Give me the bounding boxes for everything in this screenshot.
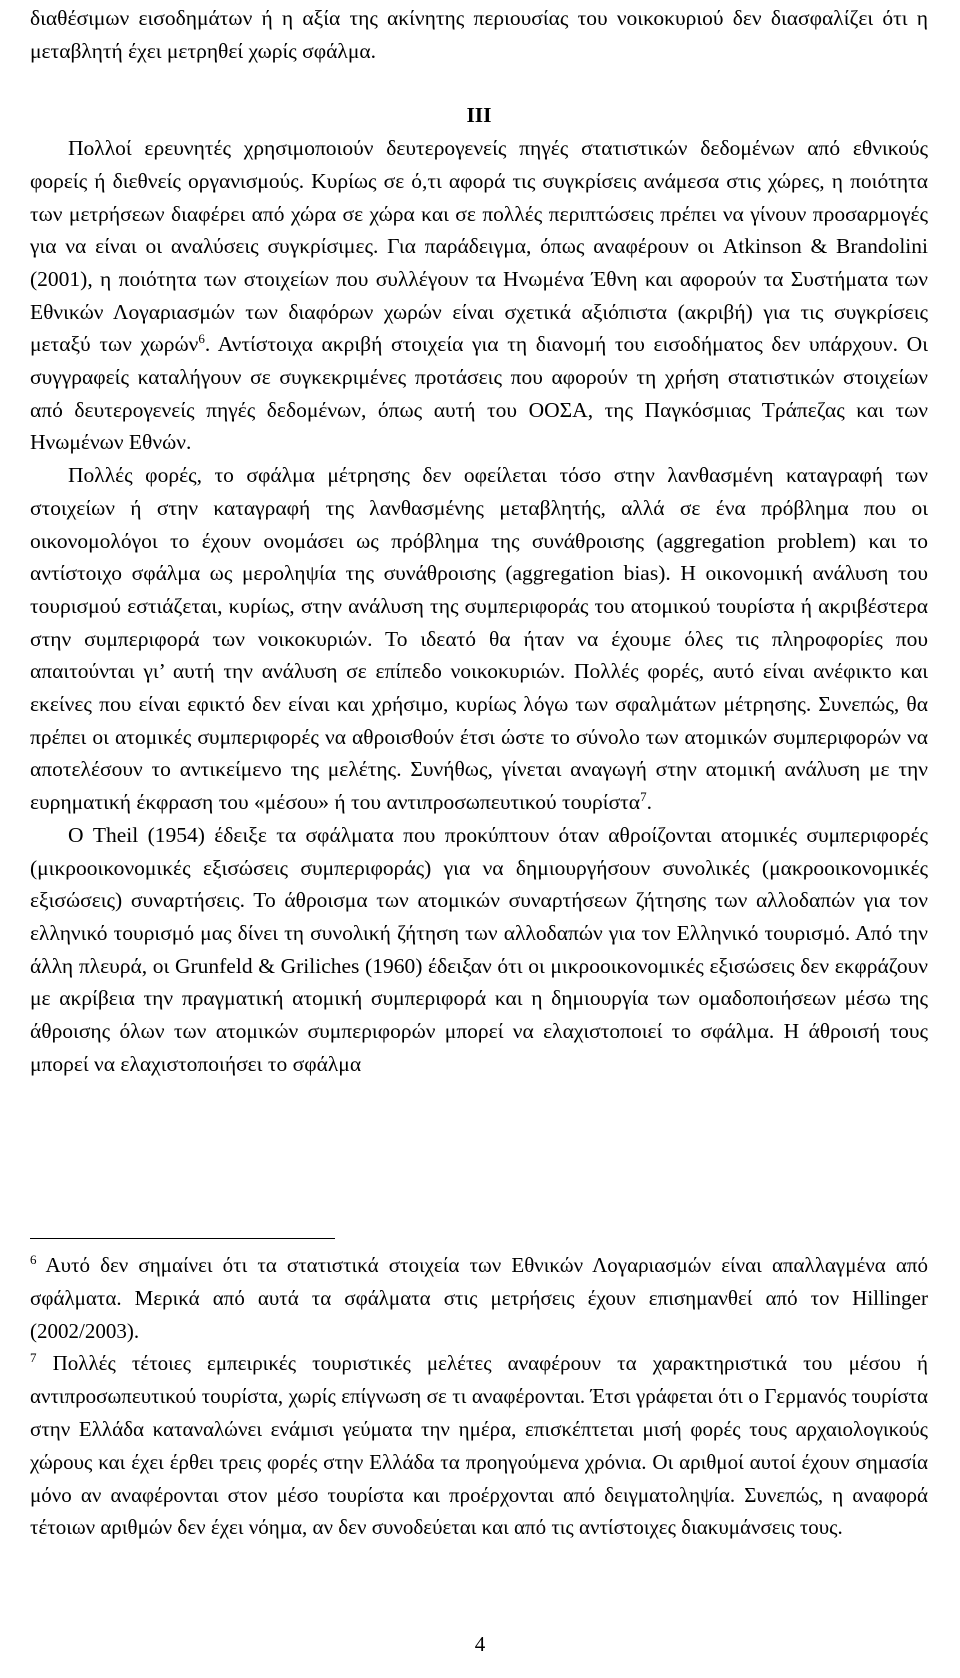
footnote-mark-7: 7 [30, 1350, 37, 1366]
footnote-7-text: Πολλές τέτοιες εμπειρικές τουριστικές μελέτες αναφέρουν τα χαρακτηριστικά του μέσου ή αντιπροσωπευτικού τουρίστα, χωρίς επίγνωση σε τι αναφέρονται. Έτσι γράφεται ότι ο Γερμανός τουρίστα στην Ελλάδα καταναλώνει ενάμισι γεύματα την ημέρα, επισκέπτεται μισή φορές τους αρχαιολογικούς χώρους και έχει έρθει τρεις φορές στην Ελλάδα τα προηγούμενα χρόνια. Οι αριθμοί αυτοί έχουν σημασία μόνο αν αναφέρονται στον μέσο τουρίστα και προέρχονται από δειγματοληψία. Συνεπώς, η αναφορά τέτοιων αριθμών δεν έχει νόημα, αν δεν συνοδεύεται και από τις αντίστοιχες διακυμάνσεις τους. [30, 1351, 928, 1540]
page-number: 4 [474, 1632, 486, 1656]
footnote-ref-6[interactable]: 6 [198, 331, 205, 347]
paragraph-3: Ο Theil (1954) έδειξε τα σφάλματα που προκύπτουν όταν αθροίζονται ατομικές συμπεριφορές (μικροοικονομικές εξισώσεις συμπεριφοράς) για να δημιουργήσουν συνολικές (μακροοικονομικές εξισώσεις) συναρτήσεις. Το άθροισμα των ατομικών συναρτήσεων ζήτησης των αλλοδαπών για τον ελληνικό τουρισμό μας δίνει τη συνολική ζήτηση των αλλοδαπών για τον Ελληνικό τουρισμό. Από την άλλη πλευρά, οι Grunfeld & Griliches (1960) έδειξαν ότι οι μικροοικονομικές εξισώσεις δεν εκφράζουν με ακρίβεια την πραγματική ατομική συμπεριφορά και η δημιουργία των ομαδοποιήσεων μέσω της άθροισης όλων των ατομικών συμπεριφορών μπορεί να ελαχιστοποιεί το σφάλμα. Η άθροισή τους μπορεί να ελαχιστοποιήσει το σφάλμα [30, 822, 928, 1076]
footnotes [30, 1249, 928, 1544]
footnote-separator [30, 1238, 335, 1239]
paragraph-2-text-a: Πολλές φορές, το σφάλμα μέτρησης δεν οφείλεται τόσο στην λανθασμένη καταγραφή των στοιχείων ή στην καταγραφή της λανθασμένης μεταβλητής, αλλά σε ένα πρόβλημα που οι οικονομολόγοι το έχουν ονομάσει ως πρόβλημα της συνάθροισης (aggregation problem) και το αντίστοιχο σφάλμα ως μεροληψία της συνάθροισης (aggregation bias). Η οικονομική ανάλυση του τουρισμού εστιάζεται, κυρίως, στην ανάλυση της συμπεριφοράς του ατομικού τουρίστα ή ακριβέστερα στην συμπεριφορά των νοικοκυριών. Το ιδεατό θα ήταν να έχουμε όλες τις πληροφορίες που απαιτούνται γι’ αυτή την ανάλυση σε επίπεδο νοικοκυριών. Πολλές φορές, αυτό είναι ανέφικτο και εκείνες που είναι εφικτό δεν είναι και χρήσιμο, κυρίως λόγω των σφαλμάτων μέτρησης. Συνεπώς, θα πρέπει οι ατομικές συμπεριφορές να αθροισθούν έτσι ώστε το σύνολο των ατομικών συμπεριφορών να αποτελέσουν το αντικείμενο της μελέτης. Συνήθως, γίνεται αναγωγή στην ατομική ανάλυση με την ευρηματική έκφραση του «μέσου» ή του αντιπροσωπευτικού τουρίστα [30, 463, 928, 815]
section-heading: III [466, 103, 492, 128]
paragraph-1 [30, 132, 928, 459]
paragraph-2-text-b: . [646, 790, 652, 815]
paragraph-1-text-a: Πολλοί ερευνητές χρησιμοποιούν δευτερογενείς πηγές στατιστικών δεδομένων από εθνικούς φορείς ή διεθνείς οργανισμούς. Κυρίως σε ό,τι αφορά τις συγκρίσεις ανάμεσα στις χώρες, η ποιότητα των μετρήσεων διαφέρει από χώρα σε χώρα και σε πολλές περιπτώσεις πρέπει να γίνουν προσαρμογές για να είναι οι αναλύσεις συγκρίσιμες. Για παράδειγμα, όπως αναφέρουν οι Atkinson & Brandolini (2001), η ποιότητα των στοιχείων που συλλέγουν τα Ηνωμένα Έθνη και αφορούν τα Συστήματα των Εθνικών Λογαριασμών των διαφόρων χωρών είναι σχετικά αξιόπιστα (ακριβή) για τις συγκρίσεις μεταξύ των χωρών [30, 136, 928, 357]
paragraph-continuation: διαθέσιμων εισοδημάτων ή η αξία της ακίνητης περιουσίας του νοικοκυριού δεν διασφαλίζει ότι η μεταβλητή έχει μετρηθεί χωρίς σφάλμα. [30, 6, 928, 63]
footnote-6-text: Αυτό δεν σημαίνει ότι τα στατιστικά στοιχεία των Εθνικών Λογαριασμών είναι απαλλαγμένα από σφάλματα. Μερικά από αυτά τα σφάλματα στις μετρήσεις έχουν επισημανθεί από τον Hillinger (2002/2003). [30, 1253, 928, 1343]
footnote-7 [30, 1347, 928, 1544]
footnote-mark-6: 6 [30, 1252, 37, 1267]
body-text [30, 2, 928, 1081]
paragraph-2 [30, 459, 928, 819]
footnote-6 [30, 1249, 928, 1347]
footnote-ref-7[interactable]: 7 [640, 789, 647, 805]
paragraph-1-text-b: . Αντίστοιχα ακριβή στοιχεία για τη διανομή του εισοδήματος δεν υπάρχουν. Οι συγγραφείς καταλήγουν σε συγκεκριμένες προτάσεις που αφορούν τη χρήση στατιστικών στοιχείων από δευτερογενείς πηγές δεδομένων, όπως αυτή του ΟΟΣΑ, της Παγκόσμιας Τράπεζας και των Ηνωμένων Εθνών. [30, 332, 928, 455]
